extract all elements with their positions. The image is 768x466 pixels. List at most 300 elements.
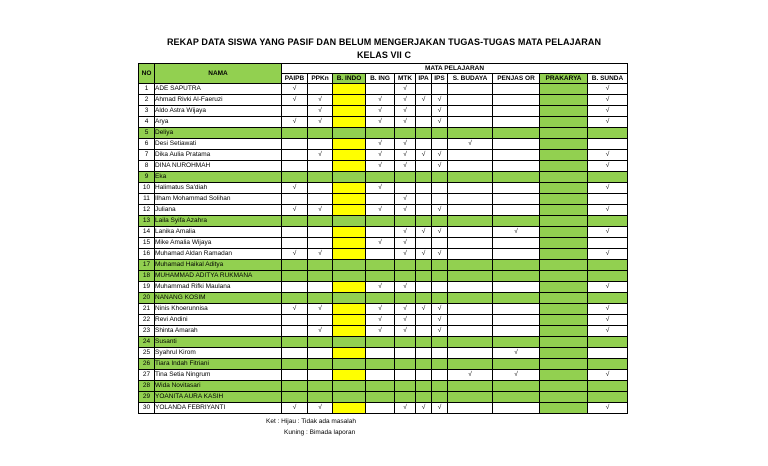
subject-cell	[366, 370, 395, 381]
subject-cell	[333, 249, 366, 260]
subject-cell	[366, 194, 395, 205]
subject-cell	[493, 161, 540, 172]
header-subject-bsunda: B. SUNDA	[588, 74, 628, 84]
subject-cell	[493, 183, 540, 194]
header-no: NO	[139, 64, 155, 84]
table-row	[139, 260, 628, 271]
subject-cell	[432, 128, 448, 139]
subject-cell	[588, 337, 628, 348]
header-subject-sbudaya: S. BUDAYA	[448, 74, 493, 84]
subject-cell	[282, 392, 308, 403]
table-row	[139, 205, 628, 216]
check-mark: √	[366, 315, 395, 326]
student-name: Ninis Khoerunnisa	[155, 304, 282, 315]
table-row	[139, 315, 628, 326]
check-mark: √	[282, 95, 308, 106]
check-mark: √	[282, 183, 308, 194]
subject-cell	[540, 392, 588, 403]
subject-cell	[448, 227, 493, 238]
subject-cell	[333, 304, 366, 315]
student-name: YOANITA AURA KASIH	[155, 392, 282, 403]
header-nama: NAMA	[155, 64, 282, 84]
subject-cell	[432, 293, 448, 304]
subject-cell	[333, 139, 366, 150]
check-mark: √	[282, 403, 308, 414]
check-mark: √	[308, 205, 333, 216]
subject-cell	[432, 139, 448, 150]
header-subject-bindo: B. INDO	[333, 74, 366, 84]
check-mark: √	[432, 106, 448, 117]
check-mark: √	[366, 282, 395, 293]
student-name: Wida Novitasari	[155, 381, 282, 392]
check-mark: √	[395, 238, 416, 249]
subject-cell	[588, 293, 628, 304]
subject-cell	[540, 95, 588, 106]
check-mark: √	[588, 227, 628, 238]
subject-cell	[588, 139, 628, 150]
check-mark: √	[395, 205, 416, 216]
subject-cell	[448, 359, 493, 370]
student-name: Dika Aulia Pratama	[155, 150, 282, 161]
subject-cell	[308, 337, 333, 348]
header-subject-mtk: MTK	[395, 74, 416, 84]
subject-cell	[416, 326, 432, 337]
legend-green: Ket : Hijau : Tidak ada masalah	[266, 418, 356, 425]
header-subject-penjasor: PENJAS OR	[493, 74, 540, 84]
subject-cell	[282, 238, 308, 249]
table-row	[139, 139, 628, 150]
check-mark: √	[395, 117, 416, 128]
subject-cell	[366, 216, 395, 227]
subject-cell	[333, 161, 366, 172]
subject-cell	[308, 238, 333, 249]
row-number: 5	[139, 128, 155, 139]
subject-cell	[366, 348, 395, 359]
subject-cell	[333, 370, 366, 381]
student-name: Susanti	[155, 337, 282, 348]
row-number: 7	[139, 150, 155, 161]
check-mark: √	[395, 84, 416, 95]
subject-cell	[493, 84, 540, 95]
check-mark: √	[308, 403, 333, 414]
student-name: Juliana	[155, 205, 282, 216]
subject-cell	[493, 326, 540, 337]
subject-cell	[395, 172, 416, 183]
subject-cell	[282, 282, 308, 293]
subject-cell	[333, 326, 366, 337]
subject-cell	[448, 403, 493, 414]
subject-cell	[308, 128, 333, 139]
subject-cell	[308, 139, 333, 150]
check-mark: √	[588, 117, 628, 128]
check-mark: √	[395, 304, 416, 315]
check-mark: √	[395, 227, 416, 238]
subject-cell	[366, 227, 395, 238]
subject-cell	[588, 392, 628, 403]
check-mark: √	[395, 139, 416, 150]
subject-cell	[493, 194, 540, 205]
student-name: NANANG KOSIM	[155, 293, 282, 304]
subject-cell	[588, 359, 628, 370]
check-mark: √	[588, 84, 628, 95]
subject-cell	[448, 271, 493, 282]
subject-cell	[395, 392, 416, 403]
subject-cell	[395, 348, 416, 359]
subject-cell	[448, 293, 493, 304]
check-mark: √	[282, 117, 308, 128]
table-row	[139, 370, 628, 381]
subject-cell	[416, 216, 432, 227]
subject-cell	[588, 194, 628, 205]
check-mark: √	[493, 370, 540, 381]
subject-cell	[540, 84, 588, 95]
subject-cell	[333, 172, 366, 183]
check-mark: √	[395, 403, 416, 414]
check-mark: √	[395, 194, 416, 205]
subject-cell	[416, 172, 432, 183]
subject-cell	[448, 304, 493, 315]
student-name: Laila Syifa Azahra	[155, 216, 282, 227]
row-number: 30	[139, 403, 155, 414]
subject-cell	[416, 370, 432, 381]
subject-cell	[540, 150, 588, 161]
subject-cell	[395, 271, 416, 282]
subject-cell	[448, 128, 493, 139]
row-number: 29	[139, 392, 155, 403]
subject-cell	[333, 293, 366, 304]
check-mark: √	[366, 106, 395, 117]
subject-cell	[282, 271, 308, 282]
subject-cell	[588, 271, 628, 282]
subject-cell	[493, 117, 540, 128]
header-subject-paipb: PAIPB	[282, 74, 308, 84]
subject-cell	[416, 392, 432, 403]
check-mark: √	[366, 205, 395, 216]
subject-cell	[540, 205, 588, 216]
subject-cell	[448, 315, 493, 326]
check-mark: √	[366, 139, 395, 150]
check-mark: √	[395, 249, 416, 260]
row-number: 9	[139, 172, 155, 183]
table-row	[139, 249, 628, 260]
subject-cell	[493, 337, 540, 348]
subject-cell	[282, 172, 308, 183]
check-mark: √	[395, 95, 416, 106]
table-row	[139, 150, 628, 161]
subject-cell	[333, 282, 366, 293]
subject-cell	[493, 216, 540, 227]
subject-cell	[588, 172, 628, 183]
table-body	[139, 84, 628, 414]
table-row	[139, 106, 628, 117]
subject-cell	[493, 139, 540, 150]
check-mark: √	[308, 304, 333, 315]
subject-cell	[448, 381, 493, 392]
subject-cell	[540, 183, 588, 194]
subject-cell	[333, 381, 366, 392]
subject-cell	[540, 117, 588, 128]
check-mark: √	[308, 117, 333, 128]
subject-cell	[540, 315, 588, 326]
subject-cell	[366, 359, 395, 370]
subject-cell	[540, 337, 588, 348]
table-row	[139, 84, 628, 95]
check-mark: √	[366, 95, 395, 106]
check-mark: √	[395, 326, 416, 337]
subject-cell	[540, 139, 588, 150]
subject-cell	[493, 172, 540, 183]
subject-cell	[333, 271, 366, 282]
subject-cell	[540, 128, 588, 139]
subject-cell	[493, 95, 540, 106]
table-row	[139, 227, 628, 238]
subject-cell	[333, 205, 366, 216]
table-row	[139, 172, 628, 183]
subject-cell	[432, 84, 448, 95]
row-number: 21	[139, 304, 155, 315]
check-mark: √	[366, 183, 395, 194]
subject-cell	[448, 326, 493, 337]
subject-cell	[416, 337, 432, 348]
subject-cell	[416, 84, 432, 95]
header-mata-pelajaran: MATA PELAJARAN	[282, 64, 628, 74]
subject-cell	[308, 392, 333, 403]
subject-cell	[282, 293, 308, 304]
check-mark: √	[366, 326, 395, 337]
student-name: YOLANDA FEBRIYANTI	[155, 403, 282, 414]
check-mark: √	[308, 150, 333, 161]
subject-cell	[448, 172, 493, 183]
subject-cell	[282, 139, 308, 150]
subject-cell	[432, 216, 448, 227]
subject-cell	[493, 304, 540, 315]
student-name: Lanika Amalia	[155, 227, 282, 238]
subject-cell	[333, 183, 366, 194]
check-mark: √	[395, 282, 416, 293]
subject-cell	[416, 139, 432, 150]
row-number: 26	[139, 359, 155, 370]
subject-cell	[333, 84, 366, 95]
subject-cell	[333, 150, 366, 161]
subject-cell	[432, 194, 448, 205]
subject-cell	[416, 293, 432, 304]
check-mark: √	[416, 304, 432, 315]
student-name: Syahrul Kirom	[155, 348, 282, 359]
check-mark: √	[395, 150, 416, 161]
table-row	[139, 271, 628, 282]
student-name: Muhamad Aldan Ramadan	[155, 249, 282, 260]
subject-cell	[588, 260, 628, 271]
subject-cell	[282, 359, 308, 370]
student-name: DINA NUROHMAH	[155, 161, 282, 172]
subject-cell	[308, 282, 333, 293]
table-row	[139, 381, 628, 392]
table-row	[139, 392, 628, 403]
subject-cell	[540, 370, 588, 381]
check-mark: √	[588, 95, 628, 106]
subject-cell	[540, 282, 588, 293]
subject-cell	[448, 282, 493, 293]
subject-cell	[448, 392, 493, 403]
subject-cell	[282, 128, 308, 139]
subject-cell	[448, 216, 493, 227]
legend-yellow: Kuning : Bimada laporan	[284, 429, 356, 436]
subject-cell	[395, 260, 416, 271]
subject-cell	[366, 84, 395, 95]
subject-cell	[282, 315, 308, 326]
student-name: Ahmad Rivki Al-Faeruzi	[155, 95, 282, 106]
check-mark: √	[416, 95, 432, 106]
row-number: 4	[139, 117, 155, 128]
subject-cell	[333, 238, 366, 249]
row-number: 10	[139, 183, 155, 194]
table-row	[139, 304, 628, 315]
subject-cell	[366, 249, 395, 260]
subject-cell	[540, 403, 588, 414]
subject-cell	[282, 106, 308, 117]
subject-cell	[416, 117, 432, 128]
subject-cell	[432, 271, 448, 282]
table-row	[139, 282, 628, 293]
check-mark: √	[588, 249, 628, 260]
subject-cell	[308, 194, 333, 205]
subject-cell	[540, 249, 588, 260]
subject-cell	[493, 150, 540, 161]
row-number: 25	[139, 348, 155, 359]
table-row	[139, 161, 628, 172]
subject-cell	[540, 172, 588, 183]
subject-cell	[540, 260, 588, 271]
subject-cell	[395, 216, 416, 227]
subject-cell	[493, 359, 540, 370]
check-mark: √	[432, 117, 448, 128]
table-row	[139, 216, 628, 227]
subject-cell	[333, 260, 366, 271]
header-subject-ips: IPS	[432, 74, 448, 84]
subject-cell	[540, 194, 588, 205]
check-mark: √	[282, 249, 308, 260]
subject-cell	[540, 238, 588, 249]
subject-cell	[308, 370, 333, 381]
check-mark: √	[432, 95, 448, 106]
check-mark: √	[395, 315, 416, 326]
subject-cell	[416, 260, 432, 271]
subject-cell	[366, 337, 395, 348]
row-number: 17	[139, 260, 155, 271]
subject-cell	[493, 282, 540, 293]
header-subject-ppkn: PPKn	[308, 74, 333, 84]
row-number: 28	[139, 381, 155, 392]
subject-cell	[366, 293, 395, 304]
subject-cell	[366, 381, 395, 392]
subject-cell	[540, 161, 588, 172]
table-row	[139, 183, 628, 194]
subject-cell	[493, 392, 540, 403]
row-number: 12	[139, 205, 155, 216]
subject-cell	[493, 315, 540, 326]
table-row	[139, 194, 628, 205]
table-row	[139, 348, 628, 359]
student-name: ADE SAPUTRA	[155, 84, 282, 95]
subject-cell	[282, 161, 308, 172]
row-number: 1	[139, 84, 155, 95]
row-number: 22	[139, 315, 155, 326]
check-mark: √	[416, 249, 432, 260]
subject-cell	[448, 117, 493, 128]
check-mark: √	[282, 304, 308, 315]
table-row	[139, 337, 628, 348]
check-mark: √	[588, 106, 628, 117]
subject-cell	[333, 359, 366, 370]
subject-cell	[448, 150, 493, 161]
subject-cell	[493, 381, 540, 392]
subject-cell	[416, 183, 432, 194]
row-number: 19	[139, 282, 155, 293]
row-number: 23	[139, 326, 155, 337]
row-number: 24	[139, 337, 155, 348]
check-mark: √	[416, 150, 432, 161]
subject-cell	[333, 403, 366, 414]
subject-cell	[448, 84, 493, 95]
row-number: 2	[139, 95, 155, 106]
subject-cell	[282, 150, 308, 161]
subject-cell	[416, 282, 432, 293]
student-name: Arya	[155, 117, 282, 128]
subject-cell	[333, 337, 366, 348]
subject-cell	[540, 381, 588, 392]
subject-cell	[366, 128, 395, 139]
check-mark: √	[308, 326, 333, 337]
subject-cell	[432, 359, 448, 370]
student-name: Tiara Indah Fitriani	[155, 359, 282, 370]
subject-cell	[493, 271, 540, 282]
subject-cell	[366, 260, 395, 271]
subject-cell	[448, 337, 493, 348]
subject-cell	[366, 271, 395, 282]
subject-cell	[416, 161, 432, 172]
subject-cell	[416, 106, 432, 117]
check-mark: √	[416, 403, 432, 414]
subject-cell	[308, 381, 333, 392]
check-mark: √	[416, 227, 432, 238]
subject-cell	[333, 194, 366, 205]
subject-cell	[282, 260, 308, 271]
check-mark: √	[282, 84, 308, 95]
table-row	[139, 238, 628, 249]
subject-cell	[416, 238, 432, 249]
check-mark: √	[282, 205, 308, 216]
subject-cell	[540, 359, 588, 370]
row-number: 27	[139, 370, 155, 381]
subject-cell	[366, 392, 395, 403]
subject-cell	[333, 392, 366, 403]
check-mark: √	[366, 117, 395, 128]
subject-cell	[540, 227, 588, 238]
subject-cell	[308, 315, 333, 326]
student-name: Revi Andini	[155, 315, 282, 326]
header-subject-ipa: IPA	[416, 74, 432, 84]
subject-cell	[308, 84, 333, 95]
subject-cell	[588, 216, 628, 227]
student-name: Shinta Amarah	[155, 326, 282, 337]
subject-cell	[395, 293, 416, 304]
table-row	[139, 128, 628, 139]
check-mark: √	[432, 403, 448, 414]
subject-cell	[448, 249, 493, 260]
subject-cell	[448, 106, 493, 117]
subject-cell	[540, 348, 588, 359]
subject-cell	[432, 370, 448, 381]
